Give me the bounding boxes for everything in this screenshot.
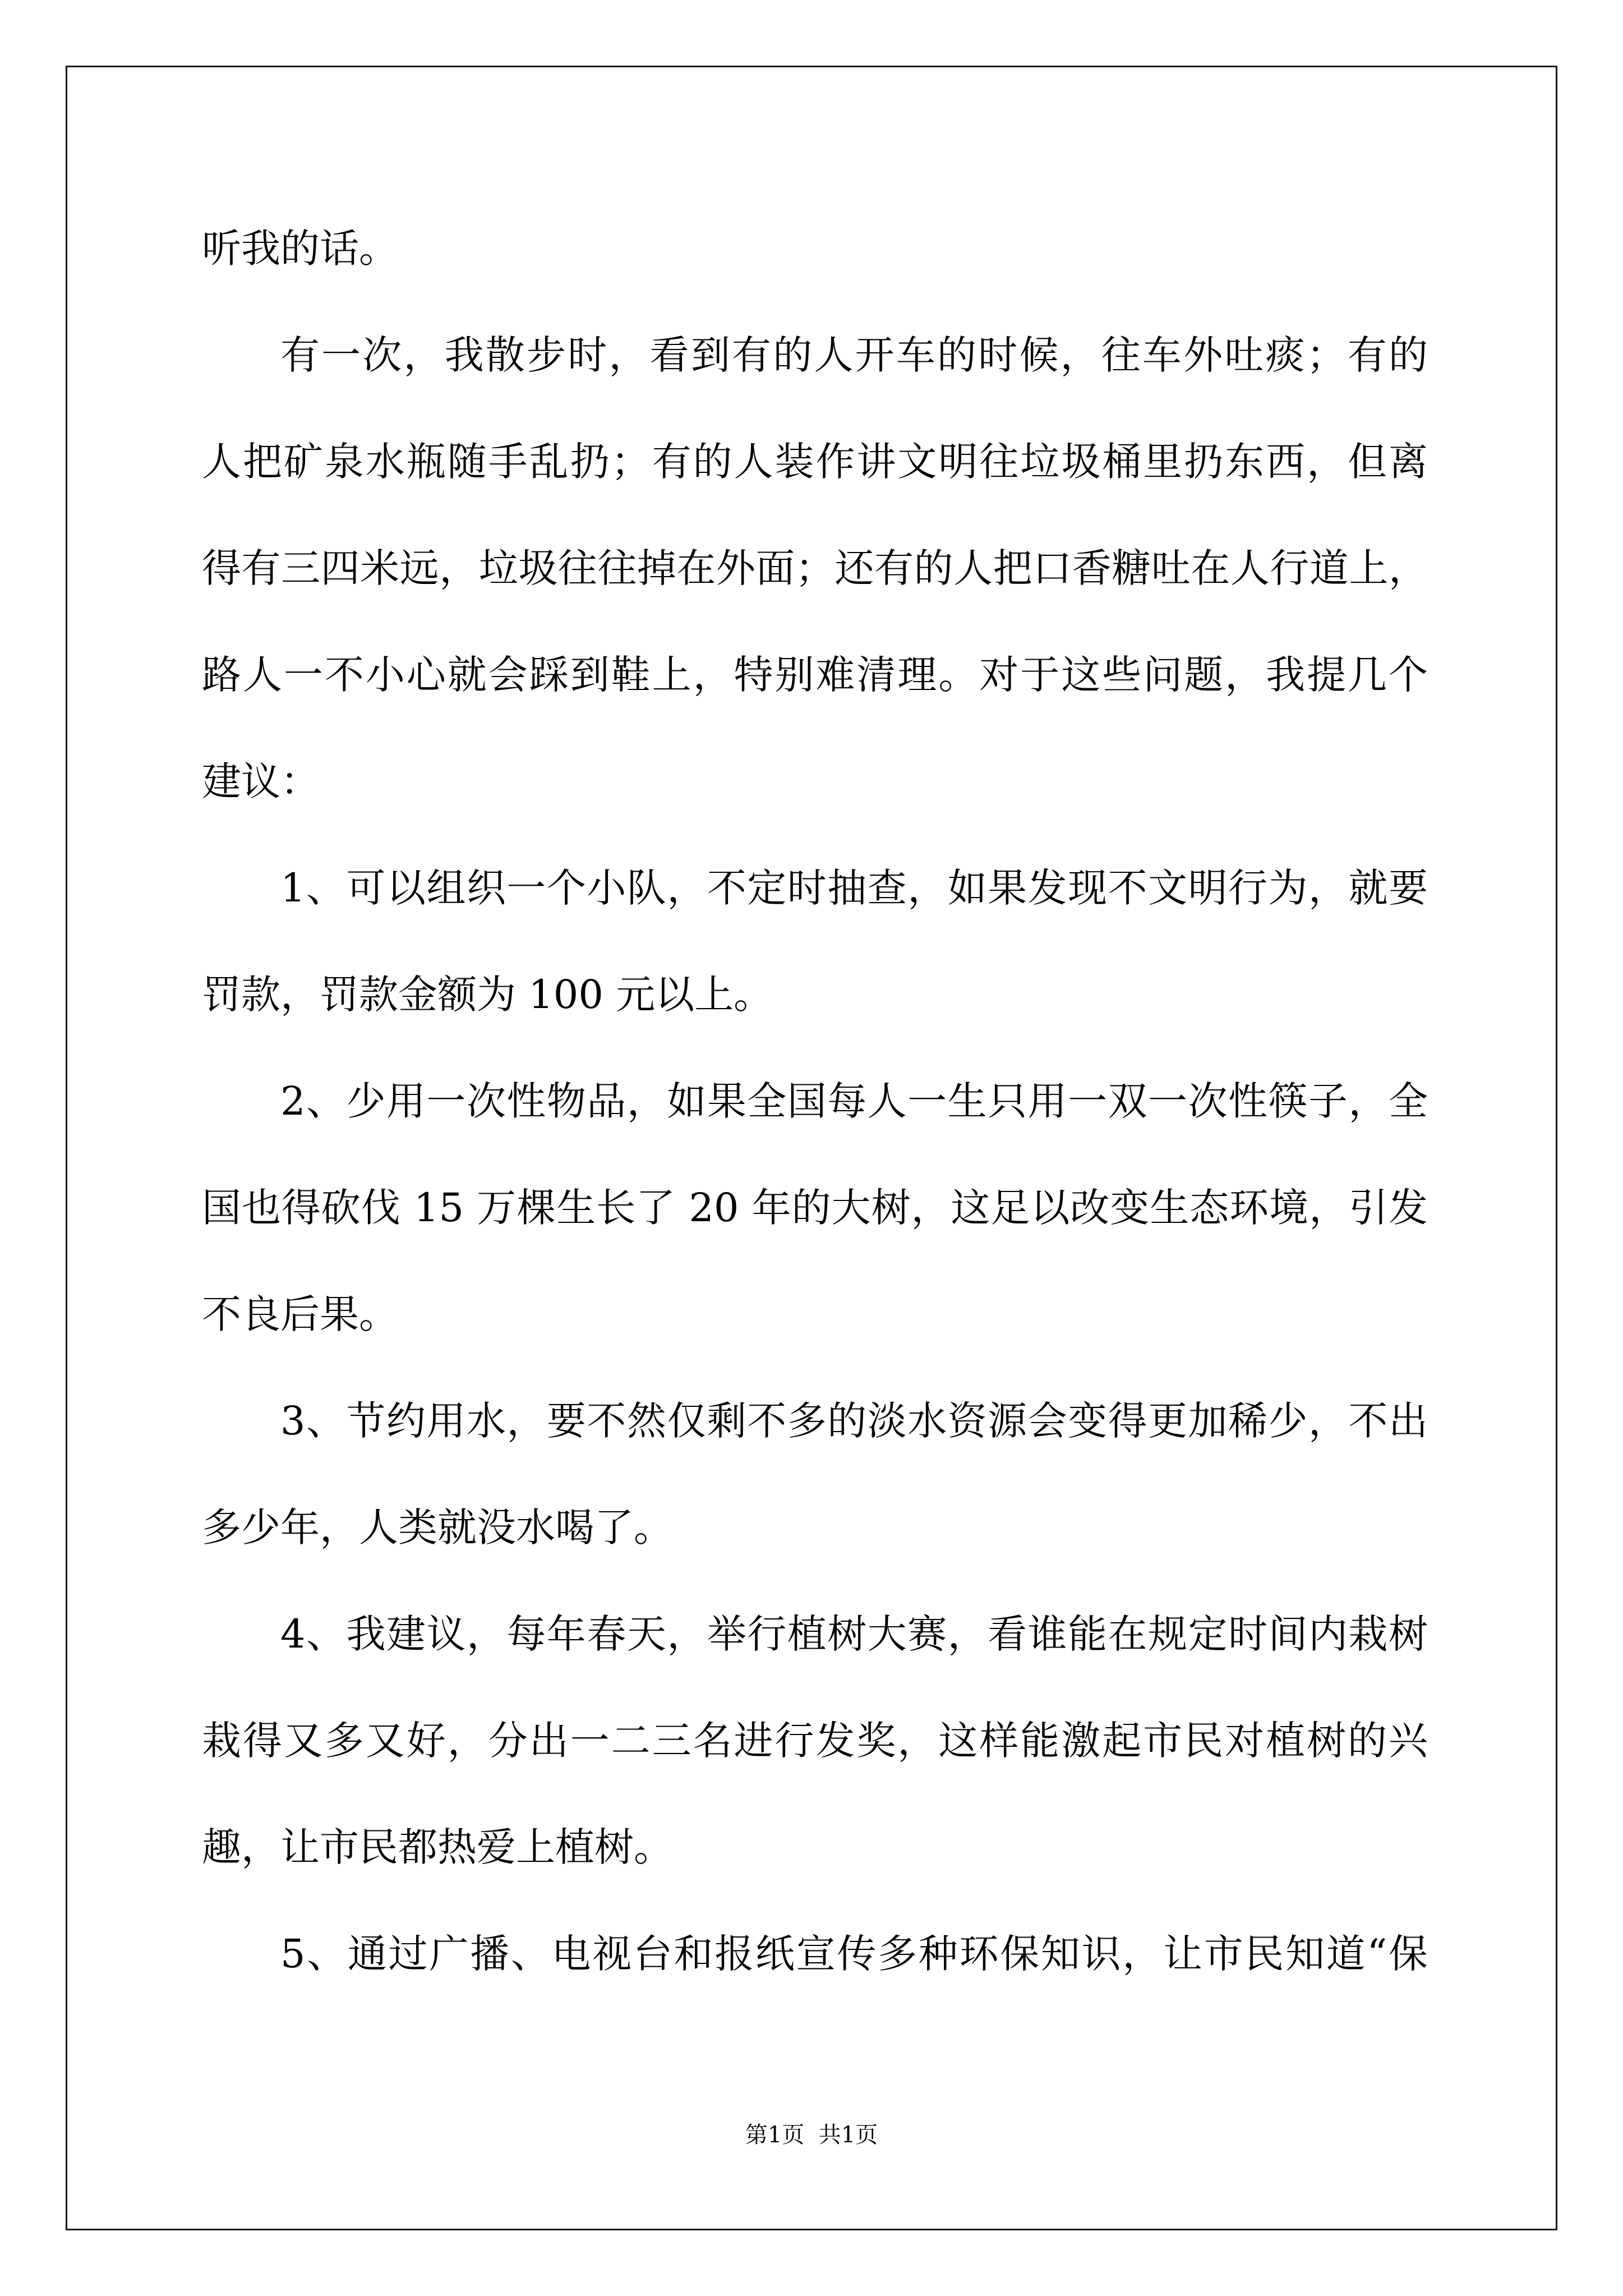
text-line: 得有三四米远，垃圾往往掉在外面；还有的人把口香糖吐在人行道上， [202,545,1428,591]
paragraph [202,835,1428,1048]
text-line: 建议： [202,758,320,804]
text-line: 人把矿泉水瓶随手乱扔；有的人装作讲文明往垃圾桶里扔东西，但离 [202,439,1428,485]
paragraph [202,1581,1428,1901]
text-line: 有一次，我散步时，看到有的人开车的时候，往车外吐痰；有的 [280,332,1428,378]
text-line: 1、可以组织一个小队，不定时抽查，如果发现不文明行为，就要 [280,865,1428,911]
text-line: 罚款，罚款金额为 100 元以上。 [202,972,773,1018]
text-line: 5、通过广播、电视台和报纸宣传多种环保知识，让市民知道“保 [280,1931,1428,1977]
text-line: 不良后果。 [202,1291,398,1337]
paragraph [202,195,1428,302]
text-line: 4、我建议，每年春天，举行植树大赛，看谁能在规定时间内栽树 [280,1611,1428,1657]
text-line: 2、少用一次性物品，如果全国每人一生只用一双一次性筷子，全 [280,1078,1428,1124]
page-footer: 第1页 共1页 [745,2122,878,2148]
text-line: 国也得砍伐 15 万棵生长了 20 年的大树，这足以改变生态环境，引发 [202,1185,1428,1231]
paragraph [202,1901,1428,2007]
text-line: 3、节约用水，要不然仅剩不多的淡水资源会变得更加稀少，不出 [280,1398,1428,1444]
text-line: 路人一不小心就会踩到鞋上，特别难清理。对于这些问题，我提几个 [202,652,1428,698]
text-line: 栽得又多又好，分出一二三名进行发奖，这样能激起市民对植树的兴 [202,1718,1428,1764]
text-line: 听我的话。 [202,226,398,272]
text-line: 多少年，人类就没水喝了。 [202,1504,673,1550]
paragraph [202,302,1428,835]
text-line: 趣，让市民都热爱上植树。 [202,1824,673,1870]
paragraph [202,1048,1428,1368]
paragraph [202,1368,1428,1581]
document-body [202,195,1428,2007]
